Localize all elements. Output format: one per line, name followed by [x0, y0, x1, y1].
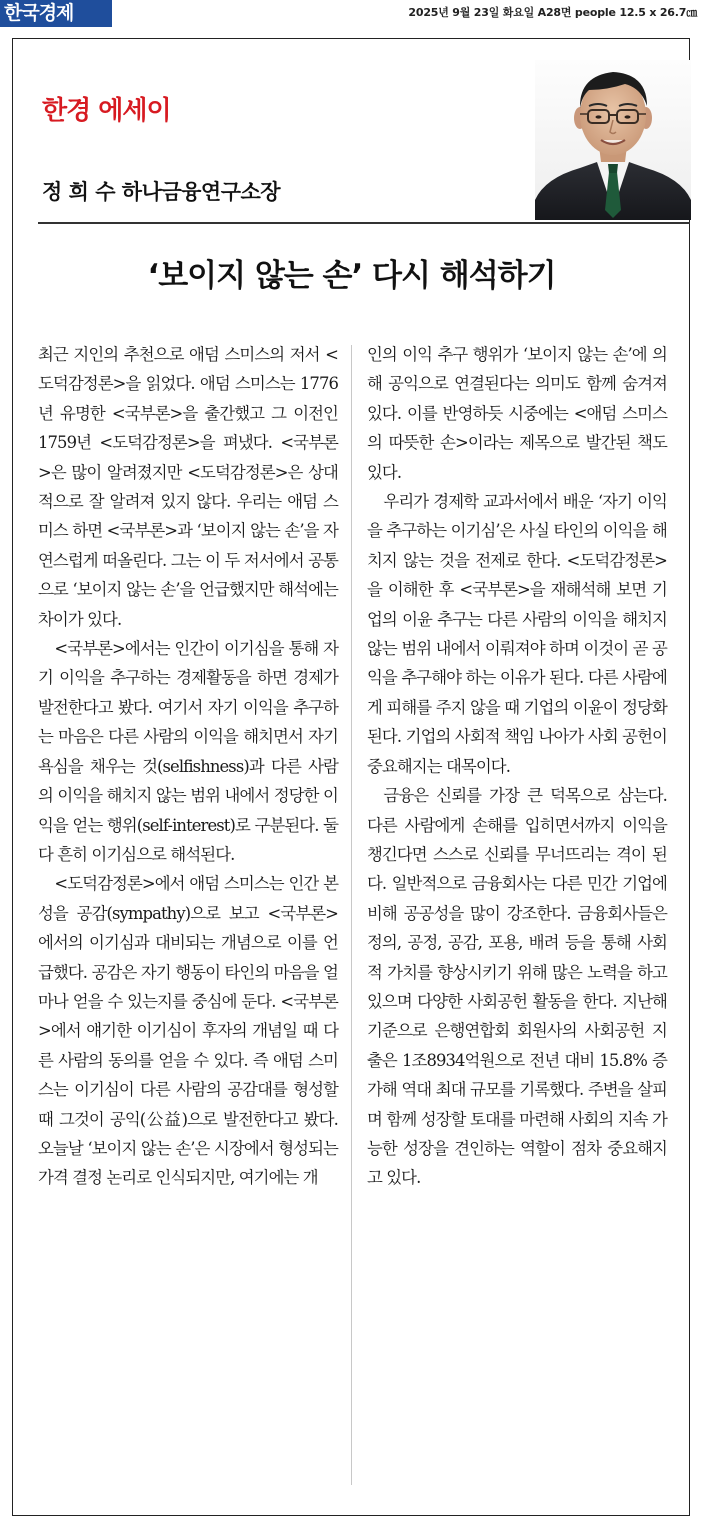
paragraph: <국부론>에서는 인간이 이기심을 통해 자기 이익을 추구하는 경제활동을 하면 경제가 발전한다고 봤다. 여기서 자기 이익을 추구하는 마음은 다른 사람의 이익을 해치면서 자기 욕심을 채우는 것(selfishness)과 다른 사람의 이익을 해치지 않는 범위 내에서 정당한 이익을 얻는 행위(self-interest)로 구분된다. 둘 다 흔히 이기심으로 해석된다.	[38, 639, 338, 864]
article-column-right	[367, 340, 667, 1193]
masthead-bar	[0, 0, 703, 30]
paragraph: 금융은 신뢰를 가장 큰 덕목으로 삼는다. 다른 사람에게 손해를 입히면서까지 이익을 챙긴다면 스스로 신뢰를 무너뜨리는 격이 된다. 일반적으로 금융회사는 다른 민간 기업에 비해 공공성을 많이 강조한다. 금융회사들은 정의, 공정, 공감, 포용, 배려 등을 통해 사회적 가치를 향상시키기 위해 많은 노력을 하고 있으며 다양한 사회공헌 활동을 한다. 지난해 기준으로 은행연합회 회원사의 사회공헌 지출은 1조8934억원으로 전년 대비 15.8% 증가해 역대 최대 규모를 기록했다. 주변을 살피며 함께 성장할 토대를 마련해 사회의 지속 가능한 성장을 견인하는 역할이 점차 중요해지고 있다.	[367, 786, 667, 1188]
paragraph: 우리가 경제학 교과서에서 배운 ‘자기 이익을 추구하는 이기심’은 사실 타인의 이익을 해치지 않는 것을 전제로 한다. <도덕감정론>을 이해한 후 <국부론>을 재해석해 보면 기업의 이윤 추구는 다른 사람의 이익을 해치지 않는 범위 내에서 이뤄져야 하며 이것이 곧 공익을 추구해야 하는 이유가 된다. 다른 사람에게 피해를 주지 않을 때 기업의 이윤이 정당화된다. 기업의 사회적 책임 나아가 사회 공헌이 중요해지는 대목이다.	[367, 492, 667, 776]
column-divider	[351, 345, 352, 1485]
paragraph: <도덕감정론>에서 애덤 스미스는 인간 본성을 공감(sympathy)으로 보고 <국부론>에서의 이기심과 대비되는 개념으로 이를 언급했다. 공감은 자기 행동이 타인의 마음을 얼마나 얻을 수 있는지를 중심에 둔다. <국부론>에서 얘기한 이기심이 후자의 개념일 때 다른 사람의 동의를 얻을 수 있다. 즉 애덤 스미스는 이기심이 다른 사람의 공감대를 형성할 때 그것이 공익(公益)으로 발전한다고 봤다. 오늘날 ‘보이지 않는 손’은 시장에서 형성되는 가격 결정 논리로 인식되지만, 여기에는 개	[38, 874, 338, 1188]
newspaper-logo: 한국경제	[0, 0, 112, 27]
paragraph: 최근 지인의 추천으로 애덤 스미스의 저서 <도덕감정론>을 읽었다. 애덤 스미스는 1776년 유명한 <국부론>을 출간했고 그 이전인 1759년 <도덕감정론>을 펴냈다. <국부론>은 많이 알려졌지만 <도덕감정론>은 상대적으로 잘 알려져 있지 않다. 우리는 애덤 스미스 하면 <국부론>과 ‘보이지 않는 손’을 자연스럽게 떠올린다. 그는 이 두 저서에서 공통으로 ‘보이지 않는 손’을 언급했지만 해석에는 차이가 있다.	[38, 345, 338, 629]
edition-info: 2025년 9월 23일 화요일 A28면 people 12.5 x 26.7㎝	[408, 6, 697, 19]
article-column-left	[38, 340, 338, 1193]
header-divider	[38, 222, 690, 224]
article-headline: ‘보이지 않는 손’ 다시 해석하기	[147, 258, 556, 294]
column-series-title: 한경 에세이	[42, 96, 171, 126]
author-byline: 정 희 수 하나금융연구소장	[42, 180, 281, 204]
paragraph: 인의 이익 추구 행위가 ‘보이지 않는 손’에 의해 공익으로 연결된다는 의미도 함께 숨겨져 있다. 이를 반영하듯 시중에는 <애덤 스미스의 따뜻한 손>이라는 제목으로 발간된 책도 있다.	[367, 345, 667, 482]
columnist-portrait-icon	[535, 60, 691, 220]
portrait-illustration	[535, 60, 691, 220]
